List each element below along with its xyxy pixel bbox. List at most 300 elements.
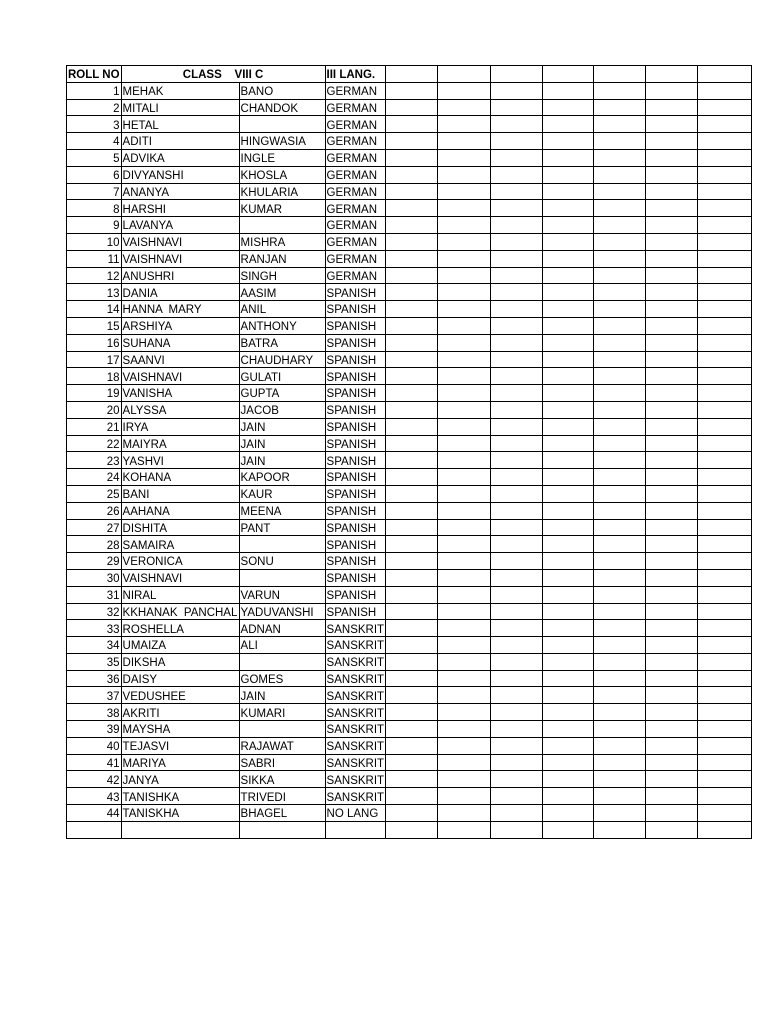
last-name-cell: ANIL bbox=[239, 301, 325, 318]
class-roster-table bbox=[66, 65, 752, 839]
empty-cell bbox=[491, 721, 543, 738]
language-cell: SANSKRIT bbox=[325, 788, 386, 805]
empty-cell bbox=[594, 284, 646, 301]
table-row bbox=[67, 805, 752, 822]
empty-cell bbox=[646, 267, 698, 284]
empty-cell bbox=[438, 485, 491, 502]
roll-number-cell: 40 bbox=[67, 737, 122, 754]
last-name-cell: PANT bbox=[239, 519, 325, 536]
empty-cell bbox=[438, 452, 491, 469]
empty-cell bbox=[491, 133, 543, 150]
language-cell: SANSKRIT bbox=[325, 704, 386, 721]
language-cell: GERMAN bbox=[325, 233, 386, 250]
empty-cell bbox=[491, 99, 543, 116]
empty-cell bbox=[698, 133, 752, 150]
last-name-cell bbox=[239, 653, 325, 670]
empty-cell bbox=[386, 200, 438, 217]
empty-cell bbox=[438, 502, 491, 519]
table-row bbox=[67, 788, 752, 805]
table-row bbox=[67, 385, 752, 402]
table-row bbox=[67, 284, 752, 301]
roll-number-cell: 33 bbox=[67, 620, 122, 637]
last-name-cell: AASIM bbox=[239, 284, 325, 301]
first-name-cell: UMAIZA bbox=[121, 637, 239, 654]
empty-cell bbox=[646, 116, 698, 133]
table-row bbox=[67, 435, 752, 452]
empty-cell bbox=[594, 620, 646, 637]
empty-cell bbox=[386, 553, 438, 570]
empty-cell bbox=[386, 368, 438, 385]
empty-cell bbox=[543, 385, 594, 402]
language-cell: SPANISH bbox=[325, 586, 386, 603]
first-name-cell bbox=[121, 821, 239, 838]
empty-cell bbox=[386, 569, 438, 586]
empty-cell bbox=[491, 233, 543, 250]
empty-cell bbox=[594, 217, 646, 234]
language-cell: SANSKRIT bbox=[325, 687, 386, 704]
empty-cell bbox=[594, 66, 646, 83]
roll-number-cell: 28 bbox=[67, 536, 122, 553]
roll-number-cell: 26 bbox=[67, 502, 122, 519]
table-row bbox=[67, 771, 752, 788]
empty-cell bbox=[386, 166, 438, 183]
last-name-cell bbox=[239, 536, 325, 553]
empty-cell bbox=[646, 821, 698, 838]
empty-cell bbox=[438, 788, 491, 805]
roll-number-cell: 7 bbox=[67, 183, 122, 200]
empty-cell bbox=[543, 166, 594, 183]
empty-cell bbox=[646, 351, 698, 368]
empty-cell bbox=[491, 670, 543, 687]
last-name-cell: KUMAR bbox=[239, 200, 325, 217]
empty-cell bbox=[386, 401, 438, 418]
roll-number-cell: 9 bbox=[67, 217, 122, 234]
empty-cell bbox=[646, 183, 698, 200]
empty-cell bbox=[543, 569, 594, 586]
empty-cell bbox=[386, 133, 438, 150]
first-name-cell: DIKSHA bbox=[121, 653, 239, 670]
empty-cell bbox=[491, 805, 543, 822]
first-name-cell: DAISY bbox=[121, 670, 239, 687]
last-name-cell bbox=[239, 821, 325, 838]
empty-cell bbox=[594, 166, 646, 183]
roll-number-cell: 34 bbox=[67, 637, 122, 654]
language-cell: SANSKRIT bbox=[325, 670, 386, 687]
empty-cell bbox=[491, 368, 543, 385]
last-name-cell: MISHRA bbox=[239, 233, 325, 250]
roll-number-cell bbox=[67, 821, 122, 838]
roll-number-cell: 23 bbox=[67, 452, 122, 469]
roll-number-cell: 24 bbox=[67, 469, 122, 486]
empty-cell bbox=[491, 317, 543, 334]
empty-cell bbox=[386, 754, 438, 771]
language-cell: SPANISH bbox=[325, 385, 386, 402]
empty-cell bbox=[438, 250, 491, 267]
empty-cell bbox=[438, 687, 491, 704]
empty-cell bbox=[646, 149, 698, 166]
empty-cell bbox=[438, 754, 491, 771]
language-cell: GERMAN bbox=[325, 99, 386, 116]
table-row bbox=[67, 737, 752, 754]
empty-cell bbox=[491, 704, 543, 721]
last-name-cell: CHANDOK bbox=[239, 99, 325, 116]
class-header: CLASS VIII C bbox=[121, 66, 325, 83]
last-name-cell: KUMARI bbox=[239, 704, 325, 721]
empty-cell bbox=[543, 637, 594, 654]
first-name-cell: VAISHNAVI bbox=[121, 569, 239, 586]
empty-cell bbox=[646, 569, 698, 586]
empty-cell bbox=[438, 351, 491, 368]
first-name-cell: HARSHI bbox=[121, 200, 239, 217]
empty-cell bbox=[594, 116, 646, 133]
empty-cell bbox=[386, 351, 438, 368]
table-row bbox=[67, 267, 752, 284]
empty-cell bbox=[438, 82, 491, 99]
table-row bbox=[67, 452, 752, 469]
empty-cell bbox=[594, 788, 646, 805]
empty-cell bbox=[386, 82, 438, 99]
empty-cell bbox=[491, 788, 543, 805]
table-row bbox=[67, 569, 752, 586]
language-cell: SANSKRIT bbox=[325, 754, 386, 771]
empty-cell bbox=[594, 233, 646, 250]
language-cell: SPANISH bbox=[325, 317, 386, 334]
roll-number-cell: 32 bbox=[67, 603, 122, 620]
first-name-cell: YASHVI bbox=[121, 452, 239, 469]
empty-cell bbox=[386, 687, 438, 704]
empty-cell bbox=[491, 569, 543, 586]
empty-cell bbox=[698, 66, 752, 83]
last-name-cell: KHULARIA bbox=[239, 183, 325, 200]
roll-number-cell: 8 bbox=[67, 200, 122, 217]
roll-number-cell: 5 bbox=[67, 149, 122, 166]
empty-cell bbox=[386, 586, 438, 603]
first-name-cell: TEJASVI bbox=[121, 737, 239, 754]
roll-number-cell: 41 bbox=[67, 754, 122, 771]
empty-cell bbox=[386, 301, 438, 318]
empty-cell bbox=[491, 401, 543, 418]
last-name-cell bbox=[239, 721, 325, 738]
last-name-cell: GUPTA bbox=[239, 385, 325, 402]
empty-cell bbox=[646, 82, 698, 99]
empty-cell bbox=[386, 334, 438, 351]
first-name-cell: HANNA MARY bbox=[121, 301, 239, 318]
empty-cell bbox=[698, 267, 752, 284]
first-name-cell: DIVYANSHI bbox=[121, 166, 239, 183]
table-row bbox=[67, 233, 752, 250]
empty-cell bbox=[543, 351, 594, 368]
language-cell: SPANISH bbox=[325, 502, 386, 519]
language-cell: SPANISH bbox=[325, 301, 386, 318]
language-cell: GERMAN bbox=[325, 200, 386, 217]
empty-cell bbox=[594, 267, 646, 284]
first-name-cell: ANUSHRI bbox=[121, 267, 239, 284]
empty-cell bbox=[543, 553, 594, 570]
empty-cell bbox=[698, 250, 752, 267]
empty-cell bbox=[491, 267, 543, 284]
empty-cell bbox=[386, 653, 438, 670]
last-name-cell: KAUR bbox=[239, 485, 325, 502]
empty-cell bbox=[543, 133, 594, 150]
empty-cell bbox=[594, 368, 646, 385]
first-name-cell: ADITI bbox=[121, 133, 239, 150]
empty-cell bbox=[698, 653, 752, 670]
first-name-cell: AAHANA bbox=[121, 502, 239, 519]
last-name-cell: GULATI bbox=[239, 368, 325, 385]
table-row bbox=[67, 754, 752, 771]
empty-cell bbox=[543, 233, 594, 250]
table-row bbox=[67, 183, 752, 200]
empty-cell bbox=[386, 620, 438, 637]
empty-cell bbox=[491, 334, 543, 351]
empty-cell bbox=[386, 704, 438, 721]
empty-cell bbox=[594, 771, 646, 788]
empty-cell bbox=[594, 737, 646, 754]
last-name-cell: JAIN bbox=[239, 435, 325, 452]
empty-cell bbox=[646, 637, 698, 654]
first-name-cell: ALYSSA bbox=[121, 401, 239, 418]
empty-cell bbox=[594, 721, 646, 738]
empty-cell bbox=[491, 821, 543, 838]
empty-cell bbox=[386, 385, 438, 402]
first-name-cell: ROSHELLA bbox=[121, 620, 239, 637]
empty-cell bbox=[594, 502, 646, 519]
empty-cell bbox=[646, 788, 698, 805]
empty-cell bbox=[438, 737, 491, 754]
empty-cell bbox=[698, 536, 752, 553]
empty-cell bbox=[543, 116, 594, 133]
empty-cell bbox=[594, 553, 646, 570]
last-name-cell: RANJAN bbox=[239, 250, 325, 267]
first-name-cell: VAISHNAVI bbox=[121, 368, 239, 385]
first-name-cell: MEHAK bbox=[121, 82, 239, 99]
last-name-cell: SABRI bbox=[239, 754, 325, 771]
roll-number-cell: 10 bbox=[67, 233, 122, 250]
empty-cell bbox=[594, 133, 646, 150]
empty-cell bbox=[594, 485, 646, 502]
empty-cell bbox=[594, 805, 646, 822]
table-row bbox=[67, 334, 752, 351]
empty-cell bbox=[386, 66, 438, 83]
first-name-cell: MAIYRA bbox=[121, 435, 239, 452]
table-row bbox=[67, 133, 752, 150]
empty-cell bbox=[543, 771, 594, 788]
empty-cell bbox=[386, 435, 438, 452]
empty-cell bbox=[386, 536, 438, 553]
empty-cell bbox=[698, 435, 752, 452]
language-cell: GERMAN bbox=[325, 116, 386, 133]
language-cell: GERMAN bbox=[325, 82, 386, 99]
empty-cell bbox=[646, 133, 698, 150]
empty-cell bbox=[646, 233, 698, 250]
empty-cell bbox=[438, 670, 491, 687]
empty-cell bbox=[698, 754, 752, 771]
last-name-cell: CHAUDHARY bbox=[239, 351, 325, 368]
last-name-cell: BHAGEL bbox=[239, 805, 325, 822]
empty-cell bbox=[438, 217, 491, 234]
last-name-cell: HINGWASIA bbox=[239, 133, 325, 150]
first-name-cell: JANYA bbox=[121, 771, 239, 788]
empty-cell bbox=[491, 116, 543, 133]
empty-cell bbox=[646, 435, 698, 452]
roll-number-cell: 13 bbox=[67, 284, 122, 301]
empty-cell bbox=[698, 217, 752, 234]
roll-number-cell: 20 bbox=[67, 401, 122, 418]
empty-cell bbox=[646, 754, 698, 771]
empty-cell bbox=[543, 586, 594, 603]
empty-cell bbox=[698, 553, 752, 570]
empty-cell bbox=[438, 586, 491, 603]
language-cell: SPANISH bbox=[325, 401, 386, 418]
language-cell: SPANISH bbox=[325, 569, 386, 586]
empty-cell bbox=[646, 401, 698, 418]
last-name-cell: SIKKA bbox=[239, 771, 325, 788]
empty-cell bbox=[646, 536, 698, 553]
empty-cell bbox=[646, 200, 698, 217]
empty-cell bbox=[594, 418, 646, 435]
first-name-cell: NIRAL bbox=[121, 586, 239, 603]
empty-cell bbox=[438, 435, 491, 452]
first-name-cell: VAISHNAVI bbox=[121, 233, 239, 250]
empty-cell bbox=[646, 620, 698, 637]
roll-no-header: ROLL NO bbox=[67, 66, 122, 83]
last-name-cell: KHOSLA bbox=[239, 166, 325, 183]
table-row bbox=[67, 821, 752, 838]
table-row bbox=[67, 519, 752, 536]
empty-cell bbox=[438, 805, 491, 822]
empty-cell bbox=[594, 586, 646, 603]
empty-cell bbox=[698, 99, 752, 116]
empty-cell bbox=[594, 687, 646, 704]
empty-cell bbox=[698, 637, 752, 654]
first-name-cell: ADVIKA bbox=[121, 149, 239, 166]
roll-number-cell: 42 bbox=[67, 771, 122, 788]
language-cell: GERMAN bbox=[325, 149, 386, 166]
empty-cell bbox=[543, 301, 594, 318]
language-cell: SPANISH bbox=[325, 536, 386, 553]
table-row bbox=[67, 250, 752, 267]
empty-cell bbox=[438, 401, 491, 418]
empty-cell bbox=[543, 183, 594, 200]
empty-cell bbox=[543, 368, 594, 385]
empty-cell bbox=[438, 569, 491, 586]
roll-number-cell: 44 bbox=[67, 805, 122, 822]
empty-cell bbox=[386, 233, 438, 250]
table-row bbox=[67, 586, 752, 603]
empty-cell bbox=[491, 200, 543, 217]
roll-number-cell: 19 bbox=[67, 385, 122, 402]
empty-cell bbox=[491, 771, 543, 788]
first-name-cell: TANISKHA bbox=[121, 805, 239, 822]
last-name-cell bbox=[239, 217, 325, 234]
empty-cell bbox=[646, 603, 698, 620]
empty-cell bbox=[594, 670, 646, 687]
empty-cell bbox=[491, 452, 543, 469]
empty-cell bbox=[438, 99, 491, 116]
empty-cell bbox=[386, 469, 438, 486]
language-cell: GERMAN bbox=[325, 250, 386, 267]
empty-cell bbox=[698, 418, 752, 435]
empty-cell bbox=[491, 385, 543, 402]
roll-number-cell: 36 bbox=[67, 670, 122, 687]
empty-cell bbox=[698, 469, 752, 486]
empty-cell bbox=[698, 569, 752, 586]
empty-cell bbox=[698, 368, 752, 385]
empty-cell bbox=[698, 603, 752, 620]
empty-cell bbox=[386, 317, 438, 334]
language-cell: SPANISH bbox=[325, 351, 386, 368]
empty-cell bbox=[491, 485, 543, 502]
empty-cell bbox=[698, 737, 752, 754]
empty-cell bbox=[386, 771, 438, 788]
first-name-cell: MARIYA bbox=[121, 754, 239, 771]
empty-cell bbox=[386, 284, 438, 301]
empty-cell bbox=[543, 519, 594, 536]
first-name-cell: ARSHIYA bbox=[121, 317, 239, 334]
empty-cell bbox=[438, 166, 491, 183]
empty-cell bbox=[438, 418, 491, 435]
first-name-cell: SAMAIRA bbox=[121, 536, 239, 553]
first-name-cell: BANI bbox=[121, 485, 239, 502]
language-cell: GERMAN bbox=[325, 217, 386, 234]
empty-cell bbox=[543, 418, 594, 435]
empty-cell bbox=[646, 250, 698, 267]
empty-cell bbox=[543, 82, 594, 99]
empty-cell bbox=[491, 502, 543, 519]
roll-number-cell: 21 bbox=[67, 418, 122, 435]
empty-cell bbox=[698, 704, 752, 721]
empty-cell bbox=[594, 317, 646, 334]
empty-cell bbox=[438, 149, 491, 166]
roll-number-cell: 1 bbox=[67, 82, 122, 99]
table-row bbox=[67, 116, 752, 133]
empty-cell bbox=[594, 82, 646, 99]
language-cell: SPANISH bbox=[325, 553, 386, 570]
empty-cell bbox=[386, 183, 438, 200]
table-row bbox=[67, 200, 752, 217]
roll-number-cell: 29 bbox=[67, 553, 122, 570]
language-cell: SANSKRIT bbox=[325, 653, 386, 670]
table-row bbox=[67, 317, 752, 334]
empty-cell bbox=[438, 821, 491, 838]
empty-cell bbox=[646, 99, 698, 116]
first-name-cell: SAANVI bbox=[121, 351, 239, 368]
empty-cell bbox=[698, 166, 752, 183]
language-cell: SANSKRIT bbox=[325, 721, 386, 738]
empty-cell bbox=[698, 687, 752, 704]
empty-cell bbox=[698, 284, 752, 301]
empty-cell bbox=[698, 721, 752, 738]
empty-cell bbox=[594, 435, 646, 452]
empty-cell bbox=[646, 704, 698, 721]
empty-cell bbox=[646, 317, 698, 334]
empty-cell bbox=[438, 653, 491, 670]
empty-cell bbox=[543, 536, 594, 553]
empty-cell bbox=[646, 737, 698, 754]
roll-number-cell: 18 bbox=[67, 368, 122, 385]
roll-number-cell: 4 bbox=[67, 133, 122, 150]
empty-cell bbox=[646, 452, 698, 469]
language-cell: GERMAN bbox=[325, 166, 386, 183]
empty-cell bbox=[646, 771, 698, 788]
empty-cell bbox=[386, 418, 438, 435]
empty-cell bbox=[543, 469, 594, 486]
table-row bbox=[67, 99, 752, 116]
empty-cell bbox=[646, 805, 698, 822]
empty-cell bbox=[543, 149, 594, 166]
language-cell: SPANISH bbox=[325, 469, 386, 486]
empty-cell bbox=[491, 653, 543, 670]
